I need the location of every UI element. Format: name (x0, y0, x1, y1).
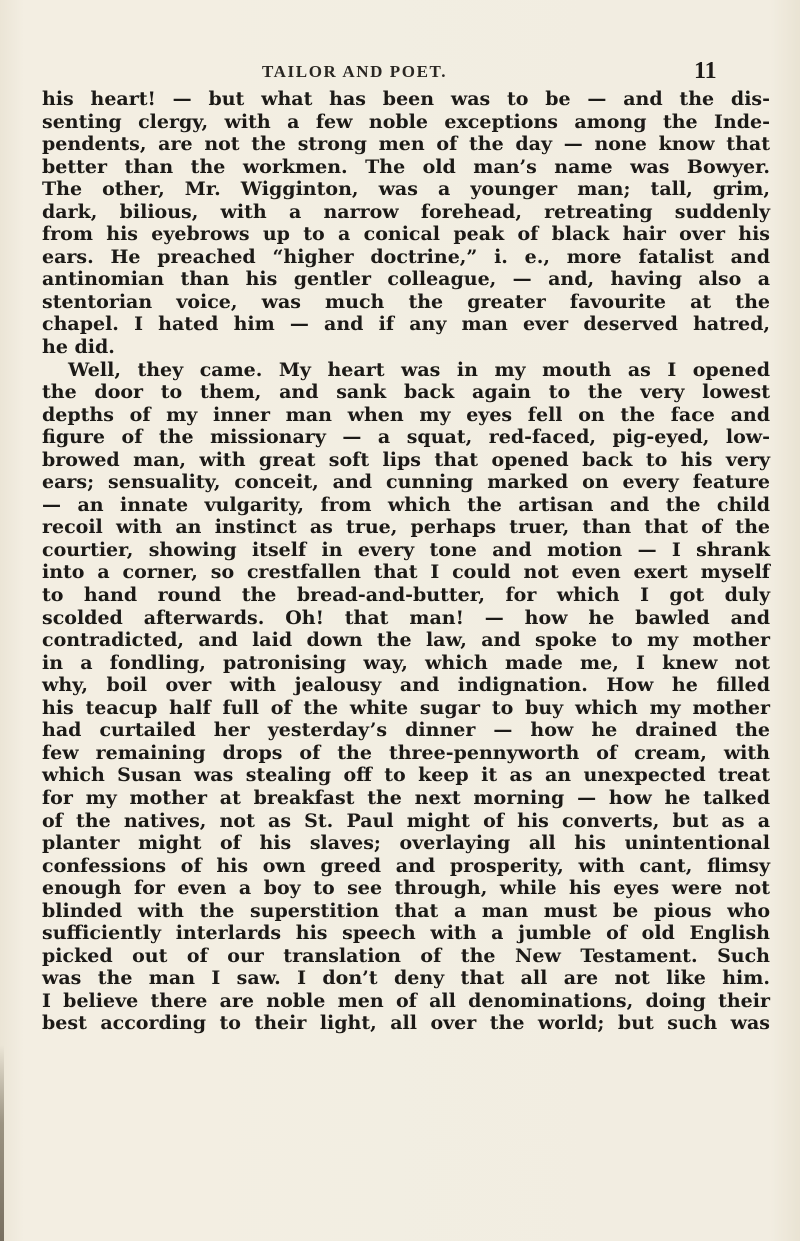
text-line: contradicted, and laid down the law, and spoke to my mother (42, 629, 770, 652)
text-line: picked out of our translation of the New Testament. Such (42, 944, 770, 967)
text-line: from his eyebrows up to a conical peak of black hair over his (42, 223, 770, 246)
text-line: ears. He preached “higher doctrine,” i. e., more fatalist and (42, 245, 770, 268)
text-line: blinded with the superstition that a man must be pious who (42, 899, 770, 922)
text-line: recoil with an instinct as true, perhaps truer, than that of the (42, 516, 770, 539)
text-line: confessions of his own greed and prosperity, with cant, flimsy (42, 854, 770, 877)
text-line: stentorian voice, was much the greater favourite at the (42, 290, 770, 313)
text-line: was the man I saw. I don’t deny that all are not like him. (42, 967, 770, 990)
text-line: pendents, are not the strong men of the day — none know that (42, 133, 770, 156)
body-text (42, 88, 770, 1035)
text-line: of the natives, not as St. Paul might of his converts, but as a (42, 809, 770, 832)
text-line: browed man, with great soft lips that opened back to his very (42, 448, 770, 471)
text-line: to hand round the bread-and-butter, for which I got duly (42, 584, 770, 607)
text-line: in a fondling, patronising way, which made me, I knew not (42, 651, 770, 674)
text-line: few remaining drops of the three-pennyworth of cream, with (42, 741, 770, 764)
text-line: I believe there are noble men of all denominations, doing their (42, 989, 770, 1012)
binding-shadow (0, 1045, 4, 1241)
text-line: had curtailed her yesterday’s dinner — how he drained the (42, 719, 770, 742)
text-line: courtier, showing itself in every tone and motion — I shrank (42, 538, 770, 561)
text-line: sufficiently interlards his speech with a jumble of old English (42, 922, 770, 945)
page-number: 11 (694, 58, 717, 84)
text-line: The other, Mr. Wigginton, was a younger man; tall, grim, (42, 178, 770, 201)
text-line: his heart! — but what has been was to be — and the dis- (42, 88, 770, 110)
text-line: antinomian than his gentler colleague, — and, having also a (42, 268, 770, 291)
text-line: scolded afterwards. Oh! that man! — how he bawled and (42, 606, 770, 629)
text-line: figure of the missionary — a squat, red-faced, pig-eyed, low- (42, 426, 770, 449)
paragraph-start-line: Well, they came. My heart was in my mouth as I opened (68, 358, 770, 381)
text-line: into a corner, so crestfallen that I could not even exert myself (42, 561, 770, 584)
text-line: best according to their light, all over the world; but such was (42, 1012, 770, 1035)
text-line: chapel. I hated him — and if any man ever deserved hatred, (42, 313, 770, 336)
text-line: dark, bilious, with a narrow forehead, retreating suddenly (42, 200, 770, 223)
text-line: ears; sensuality, conceit, and cunning marked on every feature (42, 471, 770, 494)
text-line: his teacup half full of the white sugar to buy which my mother (42, 696, 770, 719)
text-line: senting clergy, with a few noble exceptions among the Inde- (42, 110, 770, 133)
paragraph-end-line: he did. (42, 336, 115, 359)
text-line: which Susan was stealing off to keep it as an unexpected treat (42, 764, 770, 787)
text-line: planter might of his slaves; overlaying all his unintentional (42, 832, 770, 855)
text-line: — an innate vulgarity, from which the artisan and the child (42, 493, 770, 516)
running-title: TAILOR AND POET. (262, 62, 448, 81)
text-line: the door to them, and sank back again to the very lowest (42, 381, 770, 404)
text-line: better than the workmen. The old man’s name was Bowyer. (42, 155, 770, 178)
text-line: why, boil over with jealousy and indignation. How he filled (42, 674, 770, 697)
running-head (0, 58, 800, 88)
text-line: enough for even a boy to see through, while his eyes were not (42, 877, 770, 900)
text-line: for my mother at breakfast the next morning — how he talked (42, 786, 770, 809)
text-line: depths of my inner man when my eyes fell on the face and (42, 403, 770, 426)
